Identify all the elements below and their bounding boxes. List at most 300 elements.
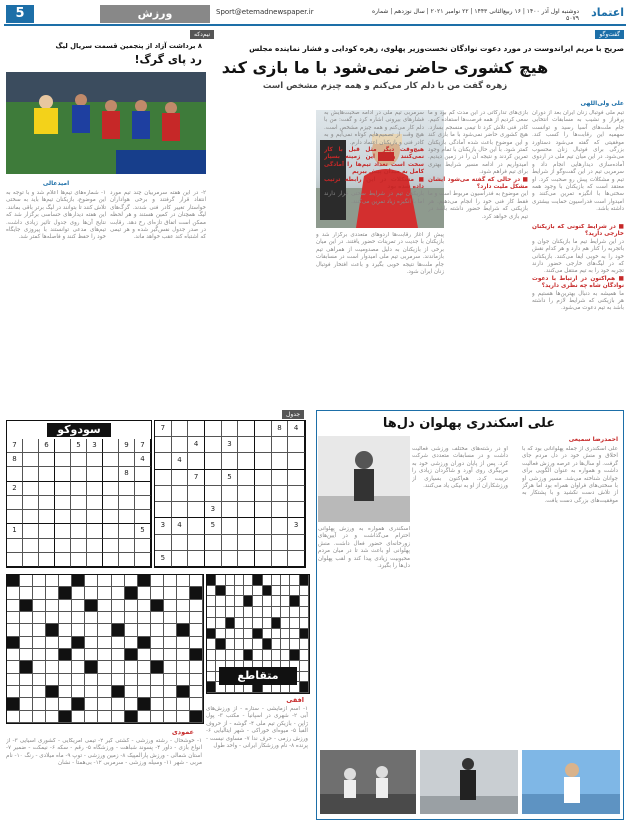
sudoku-cell[interactable] [103,524,119,538]
sudoku-cell[interactable] [55,524,71,538]
sudoku-cell[interactable] [39,453,55,467]
sudoku-cell[interactable] [205,551,222,567]
sudoku-cell[interactable] [23,496,39,510]
crossword-cell[interactable] [164,624,177,636]
crossword-cell[interactable] [138,686,151,698]
crossword-cell[interactable] [290,596,299,607]
sudoku-cell[interactable] [222,502,239,518]
crossword-cell[interactable] [33,600,46,612]
sudoku-cell[interactable] [255,502,272,518]
sudoku-cell[interactable]: 2 [7,482,23,496]
sudoku-cell[interactable] [71,510,87,524]
crossword-cell[interactable] [235,575,244,586]
crossword-cell[interactable] [85,624,98,636]
sudoku-cell[interactable] [103,553,119,567]
crossword-cell[interactable] [226,629,235,640]
crossword-cell[interactable] [98,649,111,661]
crossword-cell[interactable] [226,586,235,597]
crossword-cell[interactable] [226,639,235,650]
crossword-cell[interactable] [59,649,72,661]
crossword-cell[interactable] [207,586,216,597]
sudoku-cell[interactable] [55,539,71,553]
crossword-cell[interactable] [216,629,225,640]
crossword-cell[interactable] [235,618,244,629]
crossword-cell[interactable] [216,586,225,597]
crossword-cell[interactable] [20,674,33,686]
crossword-cell[interactable] [235,639,244,650]
crossword-cell[interactable] [151,587,164,599]
crossword-cell[interactable] [216,607,225,618]
crossword-cell[interactable] [138,587,151,599]
crossword-cell[interactable] [33,711,46,723]
sudoku-cell[interactable] [288,486,305,502]
crossword-cell[interactable] [290,586,299,597]
crossword-cell[interactable] [59,711,72,723]
sudoku-cell[interactable] [155,437,172,453]
crossword-cell[interactable] [72,637,85,649]
crossword-cell[interactable] [125,612,138,624]
sudoku-cell[interactable] [272,551,289,567]
crossword-cell[interactable] [281,586,290,597]
crossword-cell[interactable] [190,587,203,599]
crossword-cell[interactable] [151,612,164,624]
crossword-cell[interactable] [272,607,281,618]
sudoku-cell[interactable] [172,470,189,486]
crossword-cell[interactable] [300,650,309,661]
crossword-cell[interactable] [7,686,20,698]
crossword-cell[interactable] [20,661,33,673]
crossword-cell[interactable] [125,575,138,587]
crossword-cell[interactable] [151,649,164,661]
crossword-cell[interactable] [216,575,225,586]
crossword-cell[interactable] [59,698,72,710]
sudoku-cell[interactable] [23,524,39,538]
crossword-cell[interactable] [85,711,98,723]
crossword-cell[interactable] [85,575,98,587]
sudoku-cell[interactable] [272,470,289,486]
sudoku-cell[interactable]: 5 [71,439,87,453]
crossword-cell[interactable] [46,624,59,636]
crossword-cell[interactable] [281,618,290,629]
sudoku-cell[interactable] [23,539,39,553]
sudoku-cell[interactable] [155,453,172,469]
crossword-cell[interactable] [177,637,190,649]
sudoku-cell[interactable] [238,486,255,502]
crossword-cell[interactable] [85,637,98,649]
sudoku-cell[interactable] [39,482,55,496]
crossword-cell[interactable] [281,607,290,618]
crossword-cell[interactable] [300,596,309,607]
sudoku-cell[interactable] [188,551,205,567]
sudoku-cell[interactable] [288,470,305,486]
sudoku-cell[interactable] [23,467,39,481]
crossword-cell[interactable] [151,674,164,686]
sudoku-cell[interactable] [119,453,135,467]
crossword-cell[interactable] [272,596,281,607]
crossword-cell[interactable] [7,600,20,612]
crossword-cell[interactable] [20,575,33,587]
sudoku-cell[interactable] [87,524,103,538]
crossword-cell[interactable] [59,674,72,686]
crossword-cell[interactable] [207,661,216,672]
sudoku-cell[interactable]: 7 [135,439,151,453]
crossword-cell[interactable] [85,698,98,710]
sudoku-cell[interactable]: 4 [172,453,189,469]
crossword-cell[interactable] [59,661,72,673]
crossword-cell[interactable] [300,661,309,672]
sudoku-cell[interactable] [55,467,71,481]
sudoku-cell[interactable]: 4 [188,437,205,453]
sudoku-cell[interactable]: 4 [135,453,151,467]
crossword-cell[interactable] [235,650,244,661]
crossword-cell[interactable] [33,661,46,673]
crossword-cell[interactable] [33,649,46,661]
sudoku-cell[interactable] [172,502,189,518]
sudoku-cell[interactable] [188,486,205,502]
crossword-cell[interactable] [207,629,216,640]
sudoku-cell[interactable] [272,453,289,469]
sudoku-cell[interactable] [255,535,272,551]
crossword-cell[interactable] [85,612,98,624]
sudoku-cell[interactable] [155,470,172,486]
crossword-cell[interactable] [112,649,125,661]
crossword-cell[interactable] [207,672,216,683]
crossword-cell[interactable] [164,575,177,587]
crossword-cell[interactable] [300,629,309,640]
sudoku-cell[interactable] [205,486,222,502]
crossword-cell[interactable] [244,586,253,597]
crossword-cell[interactable] [138,698,151,710]
crossword-cell[interactable] [164,698,177,710]
crossword-cell[interactable] [98,587,111,599]
crossword-cell[interactable] [190,624,203,636]
crossword-cell[interactable] [300,575,309,586]
crossword-cell[interactable] [85,686,98,698]
crossword-cell[interactable] [20,686,33,698]
sudoku-cell[interactable] [135,467,151,481]
sudoku-cell[interactable] [119,553,135,567]
sudoku-cell[interactable] [7,510,23,524]
sudoku-cell[interactable] [255,453,272,469]
sudoku-cell[interactable] [272,486,289,502]
sudoku-cell[interactable] [238,518,255,534]
crossword-cell[interactable] [190,649,203,661]
crossword-cell[interactable] [72,649,85,661]
sudoku-cell[interactable] [135,539,151,553]
sudoku-cell[interactable] [288,535,305,551]
crossword-cell[interactable] [207,682,216,693]
sudoku-cell[interactable] [7,467,23,481]
crossword-cell[interactable] [164,661,177,673]
sudoku-cell[interactable] [172,437,189,453]
crossword-cell[interactable] [112,698,125,710]
sudoku-cell[interactable] [103,482,119,496]
crossword-cell[interactable] [112,600,125,612]
sudoku-cell[interactable] [172,551,189,567]
crossword-cell[interactable] [7,624,20,636]
crossword-cell[interactable] [72,661,85,673]
crossword-cell[interactable] [190,674,203,686]
sudoku-cell[interactable] [55,439,71,453]
sudoku-cell[interactable] [23,510,39,524]
sudoku-cell[interactable] [222,518,239,534]
sudoku-cell[interactable] [23,453,39,467]
crossword-cell[interactable] [151,661,164,673]
crossword-cell[interactable] [20,624,33,636]
crossword-cell[interactable] [98,686,111,698]
sudoku-cell[interactable] [39,510,55,524]
sudoku-cell[interactable]: 3 [288,518,305,534]
crossword-cell[interactable] [33,686,46,698]
sudoku-cell[interactable] [272,535,289,551]
sudoku-cell[interactable] [7,496,23,510]
crossword-cell[interactable] [290,629,299,640]
crossword-cell[interactable] [46,674,59,686]
sudoku-cell[interactable] [238,421,255,437]
crossword-cell[interactable] [33,698,46,710]
crossword-cell[interactable] [72,587,85,599]
crossword-cell[interactable] [46,575,59,587]
sudoku-cell[interactable] [188,518,205,534]
crossword-cell[interactable] [98,600,111,612]
crossword-cell[interactable] [98,637,111,649]
crossword-cell[interactable] [138,661,151,673]
crossword-cell[interactable] [20,637,33,649]
sudoku-cell[interactable]: 4 [288,421,305,437]
sudoku-cell[interactable] [7,539,23,553]
crossword-cell[interactable] [138,674,151,686]
crossword-cell[interactable] [46,711,59,723]
sudoku-cell[interactable] [205,421,222,437]
crossword-cell[interactable] [72,612,85,624]
crossword-cell[interactable] [138,624,151,636]
crossword-cell[interactable] [300,672,309,683]
sudoku-cell[interactable] [135,496,151,510]
crossword-cell[interactable] [72,674,85,686]
crossword-cell[interactable] [190,661,203,673]
crossword-cell[interactable] [272,618,281,629]
sudoku-cell[interactable]: 3 [87,439,103,453]
crossword-cell[interactable] [151,686,164,698]
crossword-cell[interactable] [207,596,216,607]
crossword-cell[interactable] [207,618,216,629]
sudoku-cell[interactable] [172,421,189,437]
sudoku-cell[interactable]: 5 [135,524,151,538]
crossword-cell[interactable] [7,575,20,587]
sudoku-cell[interactable] [55,510,71,524]
crossword-cell[interactable] [300,607,309,618]
crossword-cell[interactable] [138,600,151,612]
crossword-cell[interactable] [253,618,262,629]
crossword-cell[interactable] [112,587,125,599]
crossword-cell[interactable] [272,639,281,650]
crossword-cell[interactable] [281,596,290,607]
crossword-cell[interactable] [207,650,216,661]
crossword-cell[interactable] [281,575,290,586]
sudoku-cell[interactable] [188,535,205,551]
crossword-cell[interactable] [59,587,72,599]
sudoku-cell[interactable] [255,437,272,453]
crossword-cell[interactable] [98,661,111,673]
crossword-cell[interactable] [85,600,98,612]
crossword-cell[interactable] [138,612,151,624]
sudoku-cell[interactable] [222,453,239,469]
sudoku-cell[interactable] [87,553,103,567]
sudoku-cell[interactable] [23,439,39,453]
crossword-cell[interactable] [281,639,290,650]
crossword-cell[interactable] [7,649,20,661]
sudoku-cell[interactable] [238,470,255,486]
crossword-cell[interactable] [190,698,203,710]
crossword-cell[interactable] [263,596,272,607]
crossword-cell[interactable] [46,612,59,624]
sudoku-cell[interactable] [272,437,289,453]
sudoku-cell[interactable] [205,470,222,486]
sudoku-cell[interactable] [172,535,189,551]
crossword-cell[interactable] [177,711,190,723]
crossword-cell[interactable] [177,612,190,624]
sudoku-cell[interactable] [255,551,272,567]
sudoku-cell[interactable] [103,496,119,510]
crossword-cell[interactable] [244,575,253,586]
sudoku-cell[interactable] [188,421,205,437]
crossword-cell[interactable] [20,600,33,612]
sudoku-cell[interactable] [135,510,151,524]
crossword-cell[interactable] [177,587,190,599]
sudoku-cell[interactable] [155,535,172,551]
sudoku-cell[interactable] [55,482,71,496]
sudoku-cell[interactable] [222,486,239,502]
crossword-cell[interactable] [59,600,72,612]
sudoku-cell[interactable] [222,551,239,567]
crossword-cell[interactable] [59,637,72,649]
section-email[interactable]: Sport@etemadnewspaper.ir [216,8,314,16]
crossword-cell[interactable] [125,686,138,698]
crossword-cell[interactable] [33,637,46,649]
sudoku-cell[interactable] [288,453,305,469]
sudoku-cell[interactable] [205,437,222,453]
sudoku-cell[interactable]: 3 [155,518,172,534]
sudoku-cell[interactable] [87,496,103,510]
sudoku-cell[interactable] [255,486,272,502]
sudoku-cell[interactable] [55,553,71,567]
crossword-cell[interactable] [226,607,235,618]
crossword-cell[interactable] [151,600,164,612]
crossword-cell[interactable] [164,686,177,698]
crossword-cell[interactable] [226,575,235,586]
crossword-cell[interactable] [272,586,281,597]
crossword-cell[interactable] [253,575,262,586]
crossword-cell[interactable] [151,637,164,649]
crossword-cell[interactable] [190,575,203,587]
crossword-cell[interactable] [20,649,33,661]
crossword-cell[interactable] [177,698,190,710]
crossword-cell[interactable] [263,575,272,586]
crossword-cell[interactable] [112,686,125,698]
sudoku-cell[interactable] [119,524,135,538]
sudoku-cell[interactable]: 7 [188,470,205,486]
crossword-cell[interactable] [72,698,85,710]
crossword-cell[interactable] [138,711,151,723]
sudoku-cell[interactable] [272,518,289,534]
crossword-cell[interactable] [151,624,164,636]
crossword-cell[interactable] [216,639,225,650]
crossword-cell[interactable] [59,612,72,624]
sudoku-cell[interactable]: 8 [7,453,23,467]
crossword-cell[interactable] [112,612,125,624]
sudoku-cell[interactable] [87,482,103,496]
sudoku-cell[interactable] [55,453,71,467]
crossword-cell[interactable] [85,674,98,686]
crossword-cell[interactable] [244,618,253,629]
sudoku-cell[interactable] [155,502,172,518]
sudoku-cell[interactable] [188,453,205,469]
crossword-cell[interactable] [263,586,272,597]
crossword-cell[interactable] [235,596,244,607]
crossword-cell[interactable] [290,607,299,618]
crossword-cell[interactable] [290,575,299,586]
sudoku-cell[interactable] [222,535,239,551]
crossword-cell[interactable] [46,637,59,649]
sudoku-cell[interactable]: 8 [272,421,289,437]
crossword-cell[interactable] [20,698,33,710]
crossword-cell[interactable] [281,629,290,640]
crossword-cell[interactable] [272,575,281,586]
sudoku-cell[interactable] [103,453,119,467]
crossword-cell[interactable] [112,711,125,723]
crossword-cell[interactable] [244,629,253,640]
sudoku-cell[interactable] [39,539,55,553]
crossword-cell[interactable] [138,575,151,587]
sudoku-cell[interactable] [238,453,255,469]
crossword-cell[interactable] [72,600,85,612]
crossword-cell[interactable] [207,639,216,650]
crossword-cell[interactable] [125,698,138,710]
crossword-cell[interactable] [85,649,98,661]
sudoku-cell[interactable]: 5 [205,518,222,534]
crossword-cell[interactable] [59,575,72,587]
crossword-cell[interactable] [125,649,138,661]
crossword-cell[interactable] [300,682,309,693]
sudoku-cell[interactable] [272,502,289,518]
crossword-cell[interactable] [72,624,85,636]
crossword-cell[interactable] [207,575,216,586]
crossword-cell[interactable] [290,618,299,629]
sudoku-cell[interactable] [255,518,272,534]
crossword-cell[interactable] [33,612,46,624]
crossword-cell[interactable] [235,607,244,618]
sudoku-cell[interactable] [119,539,135,553]
crossword-cell[interactable] [244,639,253,650]
crossword-cell[interactable] [190,612,203,624]
crossword-cell[interactable] [226,618,235,629]
crossword-cell[interactable] [177,575,190,587]
sudoku-cell[interactable]: 4 [172,518,189,534]
crossword-cell[interactable] [46,649,59,661]
sudoku-cell[interactable]: 1 [7,524,23,538]
crossword-cell[interactable] [7,637,20,649]
sudoku-cell[interactable] [119,510,135,524]
crossword-cell[interactable] [59,686,72,698]
sudoku-cell[interactable] [23,553,39,567]
sudoku-cell[interactable] [205,453,222,469]
crossword-cell[interactable] [151,711,164,723]
sudoku-cell[interactable] [71,482,87,496]
crossword-cell[interactable] [177,624,190,636]
sudoku-cell[interactable] [119,482,135,496]
crossword-cell[interactable] [216,596,225,607]
sudoku-cell[interactable] [7,553,23,567]
